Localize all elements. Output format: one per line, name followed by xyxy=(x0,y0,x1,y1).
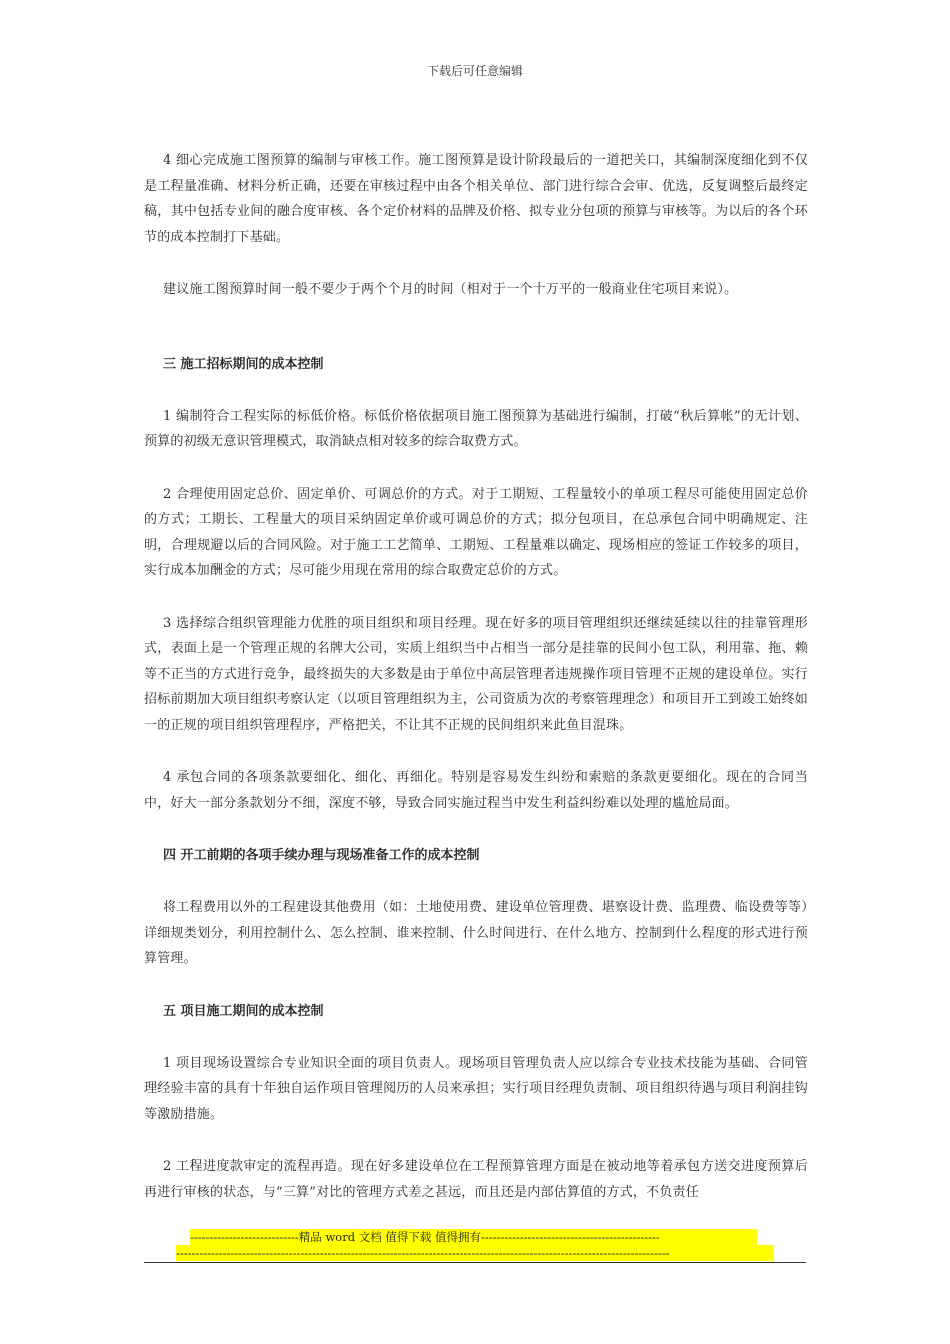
paragraph-budget-review: 4 细心完成施工图预算的编制与审核工作。施工图预算是设计阶段最后的一道把关口，其编制深度细化到不仅是工程量准确、材料分析正确，还要在审核过程中由各个相关单位、部门进行综合会审、优选，反复调整后最终定稿，其中包括专业间的融合度审核、各个定价材料的品牌及价格、拟专业分包项的预算与审核等。为以后的各个环节的成本控制打下基础。 xyxy=(144,153,808,245)
document-body xyxy=(144,148,808,1205)
paragraph-contract-terms: 4 承包合同的各项条款要细化、细化、再细化。特别是容易发生纠纷和索赔的条款更要细化。现在的合同当中，好大一部分条款划分不细，深度不够，导致合同实施过程当中发生利益纠纷难以处理的尴尬局面。 xyxy=(144,770,808,811)
footer-banner: ----------------------------精品 word 文档 值得下载 值得拥有---------------------------------------------- xyxy=(190,1229,757,1245)
paragraph-site-manager: 1 项目现场设置综合专业知识全面的项目负责人。现场项目管理负责人应以综合专业技术技能为基础、合同管理经验丰富的具有十年独自运作项目管理阅历的人员来承担；实行项目经理负责制、项目组织待遇与项目利润挂钩等激励措施。 xyxy=(144,1055,808,1122)
paragraph-pricing-method: 2 合理使用固定总价、固定单价、可调总价的方式。对于工期短、工程量较小的单项工程尽可能使用固定总价的方式；工期长、工程量大的项目采纳固定单价或可调总价的方式；拟分包项目，在总承包合同中明确规定、注明，合理规避以后的合同风险。对于施工工艺简单、工期短、工程量难以确定、现场相应的签证工作较多的项目，实行成本加酬金的方式；尽可能少用现在常用的综合取费定总价的方式。 xyxy=(144,486,808,578)
paragraph-other-costs: 将工程费用以外的工程建设其他费用（如：土地使用费、建设单位管理费、堪察设计费、监理费、临设费等等）详细规类划分，利用控制什么、怎么控制、谁来控制、什么时间进行、在什么地方、控制到什么程度的形式进行预算管理。 xyxy=(144,900,808,966)
page-header: 下载后可任意编辑 xyxy=(426,64,523,78)
section-heading-5: 五 项目施工期间的成本控制 xyxy=(163,1003,324,1019)
paragraph-progress-payment: 2 工程进度款审定的流程再造。现在好多建设单位在工程预算管理方面是在被动地等着承包方送交进度预算后再进行审核的状态，与“三算”对比的管理方式差之甚远，而且还是内部估算值的方式，不负责任 xyxy=(144,1159,808,1200)
footer-dashes: ------------------------------------------------------------------------------------------------------------------------------- xyxy=(176,1245,774,1261)
page-footer xyxy=(144,1229,808,1261)
paragraph-bid-price: 1 编制符合工程实际的标低价格。标低价格依据项目施工图预算为基础进行编制，打破“秋后算帐”的无计划、预算的初级无意识管理模式，取消缺点相对较多的综合取费方式。 xyxy=(144,408,808,449)
section-heading-4: 四 开工前期的各项手续办理与现场准备工作的成本控制 xyxy=(163,848,480,863)
paragraph-budget-time: 建议施工图预算时间一般不要少于两个个月的时间（相对于一个十万平的一般商业住宅项目来说）。 xyxy=(163,282,738,297)
section-heading-3: 三 施工招标期间的成本控制 xyxy=(163,356,324,372)
footer-divider xyxy=(144,1262,806,1263)
paragraph-project-organization: 3 选择综合组织管理能力优胜的项目组织和项目经理。现在好多的项目管理组织还继续延续以往的挂靠管理形式，表面上是一个管理正规的名牌大公司，实质上组织当中占相当一部分是挂靠的民间小包工队，利用靠、拖、赖等不正当的方式进行竞争，最终损失的大多数是由于单位中高层管理者违规操作项目管理不正规的建设单位。实行招标前期加大项目组织考察认定（以项目管理组织为主，公司资质为次的考察管理理念）和项目开工到竣工始终如一的正规的项目组织管理程序，严格把关，不让其不正规的民间组织来此鱼目混珠。 xyxy=(144,615,808,733)
